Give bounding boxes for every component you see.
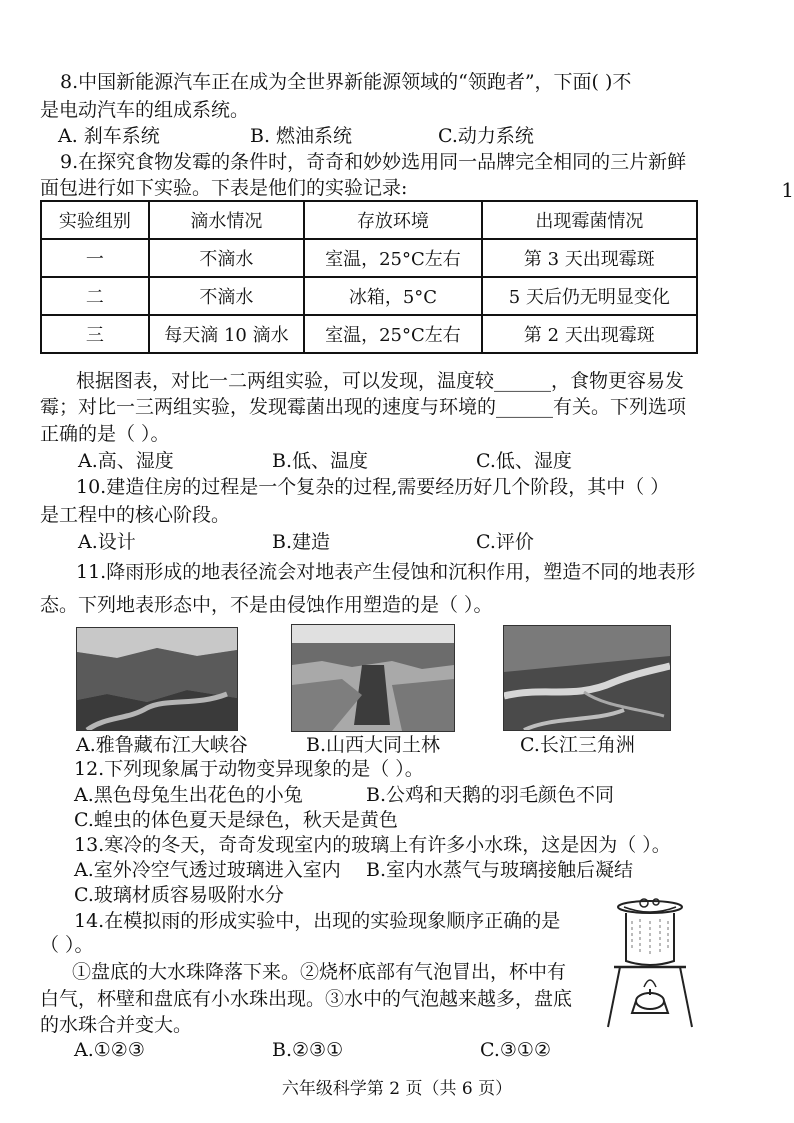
q9-stem-line2: 面包进行如下实验。下表是他们的实验记录: (40, 177, 408, 199)
table-header-cell: 存放环境 (304, 201, 482, 239)
q14-option-b: B.②③① (272, 1039, 344, 1061)
table-cell: 冰箱，5°C (304, 277, 482, 315)
q8-stem-line2: 是电动汽车的组成系统。 (40, 99, 250, 121)
q10-option-a: A.设计 (78, 531, 136, 553)
table-header-row (41, 201, 697, 239)
q14-stem-line4: 白气，杯壁和盘底有小水珠出现。③水中的气泡越来越多，盘底 (40, 988, 573, 1010)
q8-option-b: B. 燃油系统 (250, 125, 353, 147)
q9-followup-line1: 根据图表，对比一二两组实验，可以发现，温度较______，食物更容易发 (76, 370, 685, 392)
q13-option-a: A.室外冷空气透过玻璃进入室内 (74, 859, 341, 881)
table-cell: 一 (41, 239, 149, 277)
q11-stem-line1: 11.降雨形成的地表径流会对地表产生侵蚀和沉积作用，塑造不同的地表形 (76, 561, 696, 583)
q9-option-a: A.高、湿度 (78, 450, 174, 472)
q12-stem: 12.下列现象属于动物变异现象的是（ ）。 (74, 758, 424, 780)
table-cell: 室温，25°C左右 (304, 315, 482, 353)
q10-option-b: B.建造 (272, 531, 331, 553)
q14-option-c: C.③①② (480, 1039, 551, 1061)
q9-option-b: B.低、温度 (272, 450, 369, 472)
q8-option-c: C.动力系统 (438, 125, 534, 147)
q10-stem-line2: 是工程中的核心阶段。 (40, 504, 231, 526)
q12-option-a: A.黑色母兔生出花色的小兔 (74, 784, 303, 806)
table-cell: 室温，25°C左右 (304, 239, 482, 277)
q11-stem-line2: 态。下列地表形态中，不是由侵蚀作用塑造的是（ ）。 (40, 594, 493, 616)
earth-forest-photo (291, 624, 455, 732)
q12-option-c: C.蝗虫的体色夏天是绿色，秋天是黄色 (74, 809, 398, 831)
q9-option-c: C.低、湿度 (476, 450, 572, 472)
q10-option-c: C.评价 (476, 531, 534, 553)
page-edge-mark: 1 (781, 178, 794, 202)
table-cell: 二 (41, 277, 149, 315)
table-header-cell: 实验组别 (41, 201, 149, 239)
q13-option-c: C.玻璃材质容易吸附水分 (74, 884, 284, 906)
q13-stem: 13.寒冷的冬天，奇奇发现室内的玻璃上有许多小水珠，这是因为（ ）。 (74, 834, 671, 856)
table-cell: 第 3 天出现霉斑 (482, 239, 697, 277)
delta-photo (503, 625, 671, 731)
q9-followup-line2: 霉；对比一三两组实验，发现霉菌出现的速度与环境的______有关。下列选项 (40, 396, 687, 418)
canyon-photo (76, 627, 238, 731)
table-cell: 每天滴 10 滴水 (149, 315, 305, 353)
q12-option-b: B.公鸡和天鹅的羽毛颜色不同 (366, 784, 615, 806)
experiment-table (40, 200, 698, 354)
table-cell: 第 2 天出现霉斑 (482, 315, 697, 353)
q13-option-b: B.室内水蒸气与玻璃接触后凝结 (366, 859, 634, 881)
q11-option-b: B.山西大同土林 (306, 734, 441, 756)
q14-stem-line3: ①盘底的大水珠降落下来。②烧杯底部有气泡冒出，杯中有 (72, 961, 567, 983)
q9-stem-line1: 9.在探究食物发霉的条件时，奇奇和妙妙选用同一品牌完全相同的三片新鲜 (60, 151, 687, 173)
q14-stem-line5: 的水珠合并变大。 (40, 1014, 193, 1036)
table-cell: 5 天后仍无明显变化 (482, 277, 697, 315)
q10-stem-line1: 10.建造住房的过程是一个复杂的过程,需要经历好几个阶段，其中（ ） (76, 476, 670, 498)
q9-followup-line3: 正确的是（ ）。 (40, 423, 170, 445)
table-header-cell: 滴水情况 (149, 201, 305, 239)
table-row (41, 277, 697, 315)
table-header-cell: 出现霉菌情况 (482, 201, 697, 239)
q14-stem-line2: （ ）。 (40, 934, 94, 956)
q11-option-c: C.长江三角洲 (520, 734, 635, 756)
q11-option-a: A.雅鲁藏布江大峡谷 (76, 734, 248, 756)
q14-option-a: A.①②③ (74, 1039, 145, 1061)
q8-stem-line1: 8.中国新能源汽车正在成为全世界新能源领域的“领跑者”，下面( )不 (60, 71, 632, 93)
q14-stem-line1: 14.在模拟雨的形成实验中，出现的实验现象顺序正确的是 (74, 910, 561, 932)
table-row (41, 315, 697, 353)
table-cell: 不滴水 (149, 239, 305, 277)
page-footer: 六年级科学第 2 页（共 6 页） (281, 1079, 513, 1099)
table-row (41, 239, 697, 277)
table-cell: 不滴水 (149, 277, 305, 315)
rain-experiment-apparatus-image (604, 897, 696, 1033)
table-cell: 三 (41, 315, 149, 353)
q8-option-a: A. 刹车系统 (58, 125, 160, 147)
